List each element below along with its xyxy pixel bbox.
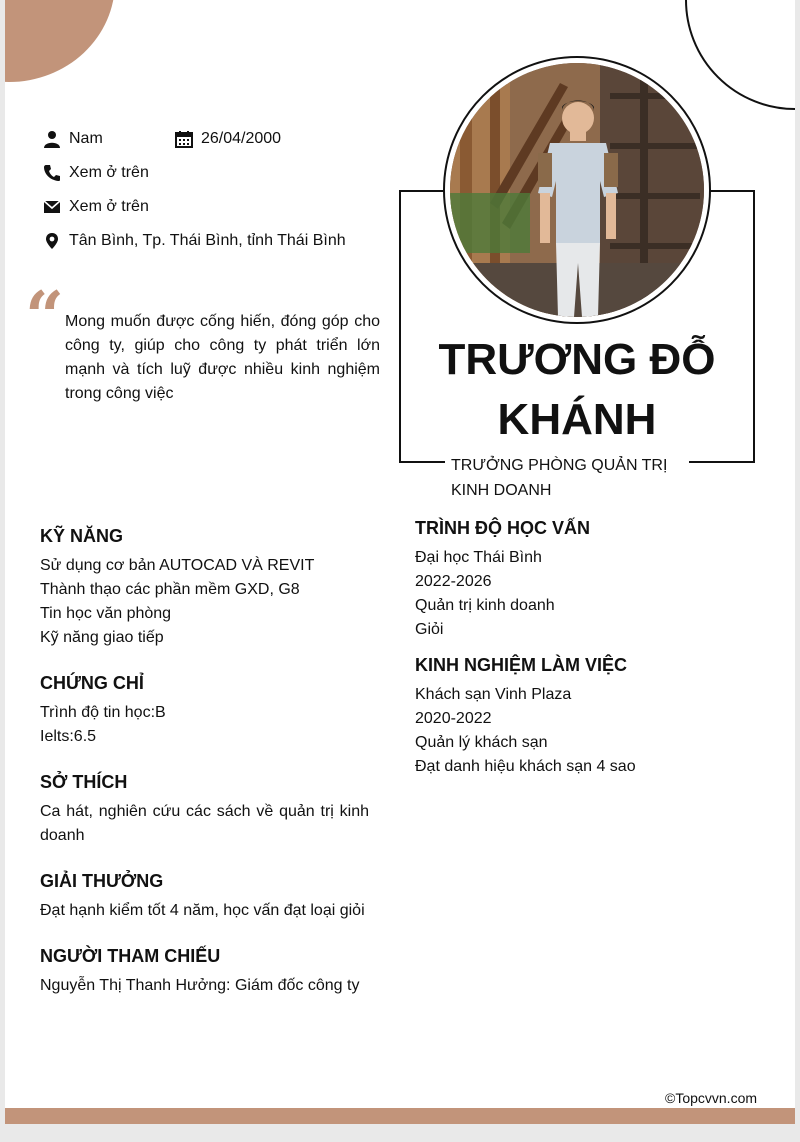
copyright-text: ©Topcvvn.com xyxy=(665,1090,758,1106)
contact-email xyxy=(43,198,149,216)
list-item: 2020-2022 xyxy=(415,710,492,727)
full-name xyxy=(405,330,749,450)
references-heading: NGƯỜI THAM CHIẾU xyxy=(40,946,221,966)
experience-section xyxy=(415,653,775,779)
list-item: 2022-2026 xyxy=(415,573,492,590)
list-item: Đạt hạnh kiểm tốt 4 năm, học vấn đạt loại giỏi xyxy=(40,902,365,919)
contact-gender xyxy=(43,130,103,148)
hobbies-section xyxy=(40,770,369,848)
hobbies-heading: SỞ THÍCH xyxy=(40,772,128,792)
contact-phone xyxy=(43,164,149,182)
list-item: Thành thạo các phần mềm GXD, G8 xyxy=(40,581,300,598)
contact-birthdate xyxy=(175,130,281,148)
phone-icon xyxy=(43,164,61,182)
list-item: Tin học văn phòng xyxy=(40,605,172,622)
list-item: Giỏi xyxy=(415,621,444,638)
location-pin-icon xyxy=(43,232,61,250)
skills-heading: KỸ NĂNG xyxy=(40,526,124,546)
calendar-icon xyxy=(175,130,193,148)
email-value: Xem ở trên xyxy=(69,198,149,215)
list-item: Trình độ tin học:B xyxy=(40,704,166,721)
address-value: Tân Bình, Tp. Thái Bình, tỉnh Thái Bình xyxy=(69,232,346,249)
references-section xyxy=(40,944,385,998)
career-objective: Mong muốn được cống hiến, đóng góp cho công ty, giúp cho công ty phát triển lớn mạnh và tích luỹ được nhiều kinh nghiệm trong công việc xyxy=(65,313,380,402)
hobbies-text: Ca hát, nghiên cứu các sách về quản trị kinh doanh xyxy=(40,803,369,844)
list-item: Quản trị kinh doanh xyxy=(415,597,555,614)
list-item: Đạt danh hiệu khách sạn 4 sao xyxy=(415,758,636,775)
list-item: Sử dụng cơ bản AUTOCAD VÀ REVIT xyxy=(40,557,315,574)
avatar-photo xyxy=(450,63,704,317)
list-item: Kỹ năng giao tiếp xyxy=(40,629,164,646)
bottom-accent-bar xyxy=(5,1108,795,1124)
list-item: Đại học Thái Bình xyxy=(415,549,542,566)
skills-section xyxy=(40,524,375,650)
certificates-section xyxy=(40,671,375,749)
education-section xyxy=(415,516,775,642)
list-item: Ielts:6.5 xyxy=(40,728,97,745)
decorative-corner-ring xyxy=(685,0,795,110)
awards-heading: GIẢI THƯỞNG xyxy=(40,871,164,891)
full-name-line-2: KHÁNH xyxy=(497,395,657,444)
list-item: Quản lý khách sạn xyxy=(415,734,548,751)
birthdate-value: 26/04/2000 xyxy=(201,130,282,147)
list-item: Khách sạn Vinh Plaza xyxy=(415,686,572,703)
envelope-icon xyxy=(43,198,61,216)
decorative-corner-blob xyxy=(5,0,115,82)
job-position: TRƯỞNG PHÒNG QUẢN TRỊ KINH DOANH xyxy=(445,453,689,503)
contact-address xyxy=(43,232,346,250)
cv-page xyxy=(5,0,795,1124)
certificates-heading: CHỨNG CHỈ xyxy=(40,673,144,693)
education-heading: TRÌNH ĐỘ HỌC VẤN xyxy=(415,518,590,538)
avatar xyxy=(450,63,704,317)
person-icon xyxy=(43,130,61,148)
quote-mark-icon: “ xyxy=(25,277,65,357)
full-name-line-1: TRƯƠNG ĐỖ xyxy=(438,335,716,384)
phone-value: Xem ở trên xyxy=(69,164,149,181)
gender-value: Nam xyxy=(69,130,103,147)
list-item: Nguyễn Thị Thanh Hưởng: Giám đốc công ty xyxy=(40,977,360,994)
awards-section xyxy=(40,869,385,923)
experience-heading: KINH NGHIỆM LÀM VIỆC xyxy=(415,655,628,675)
